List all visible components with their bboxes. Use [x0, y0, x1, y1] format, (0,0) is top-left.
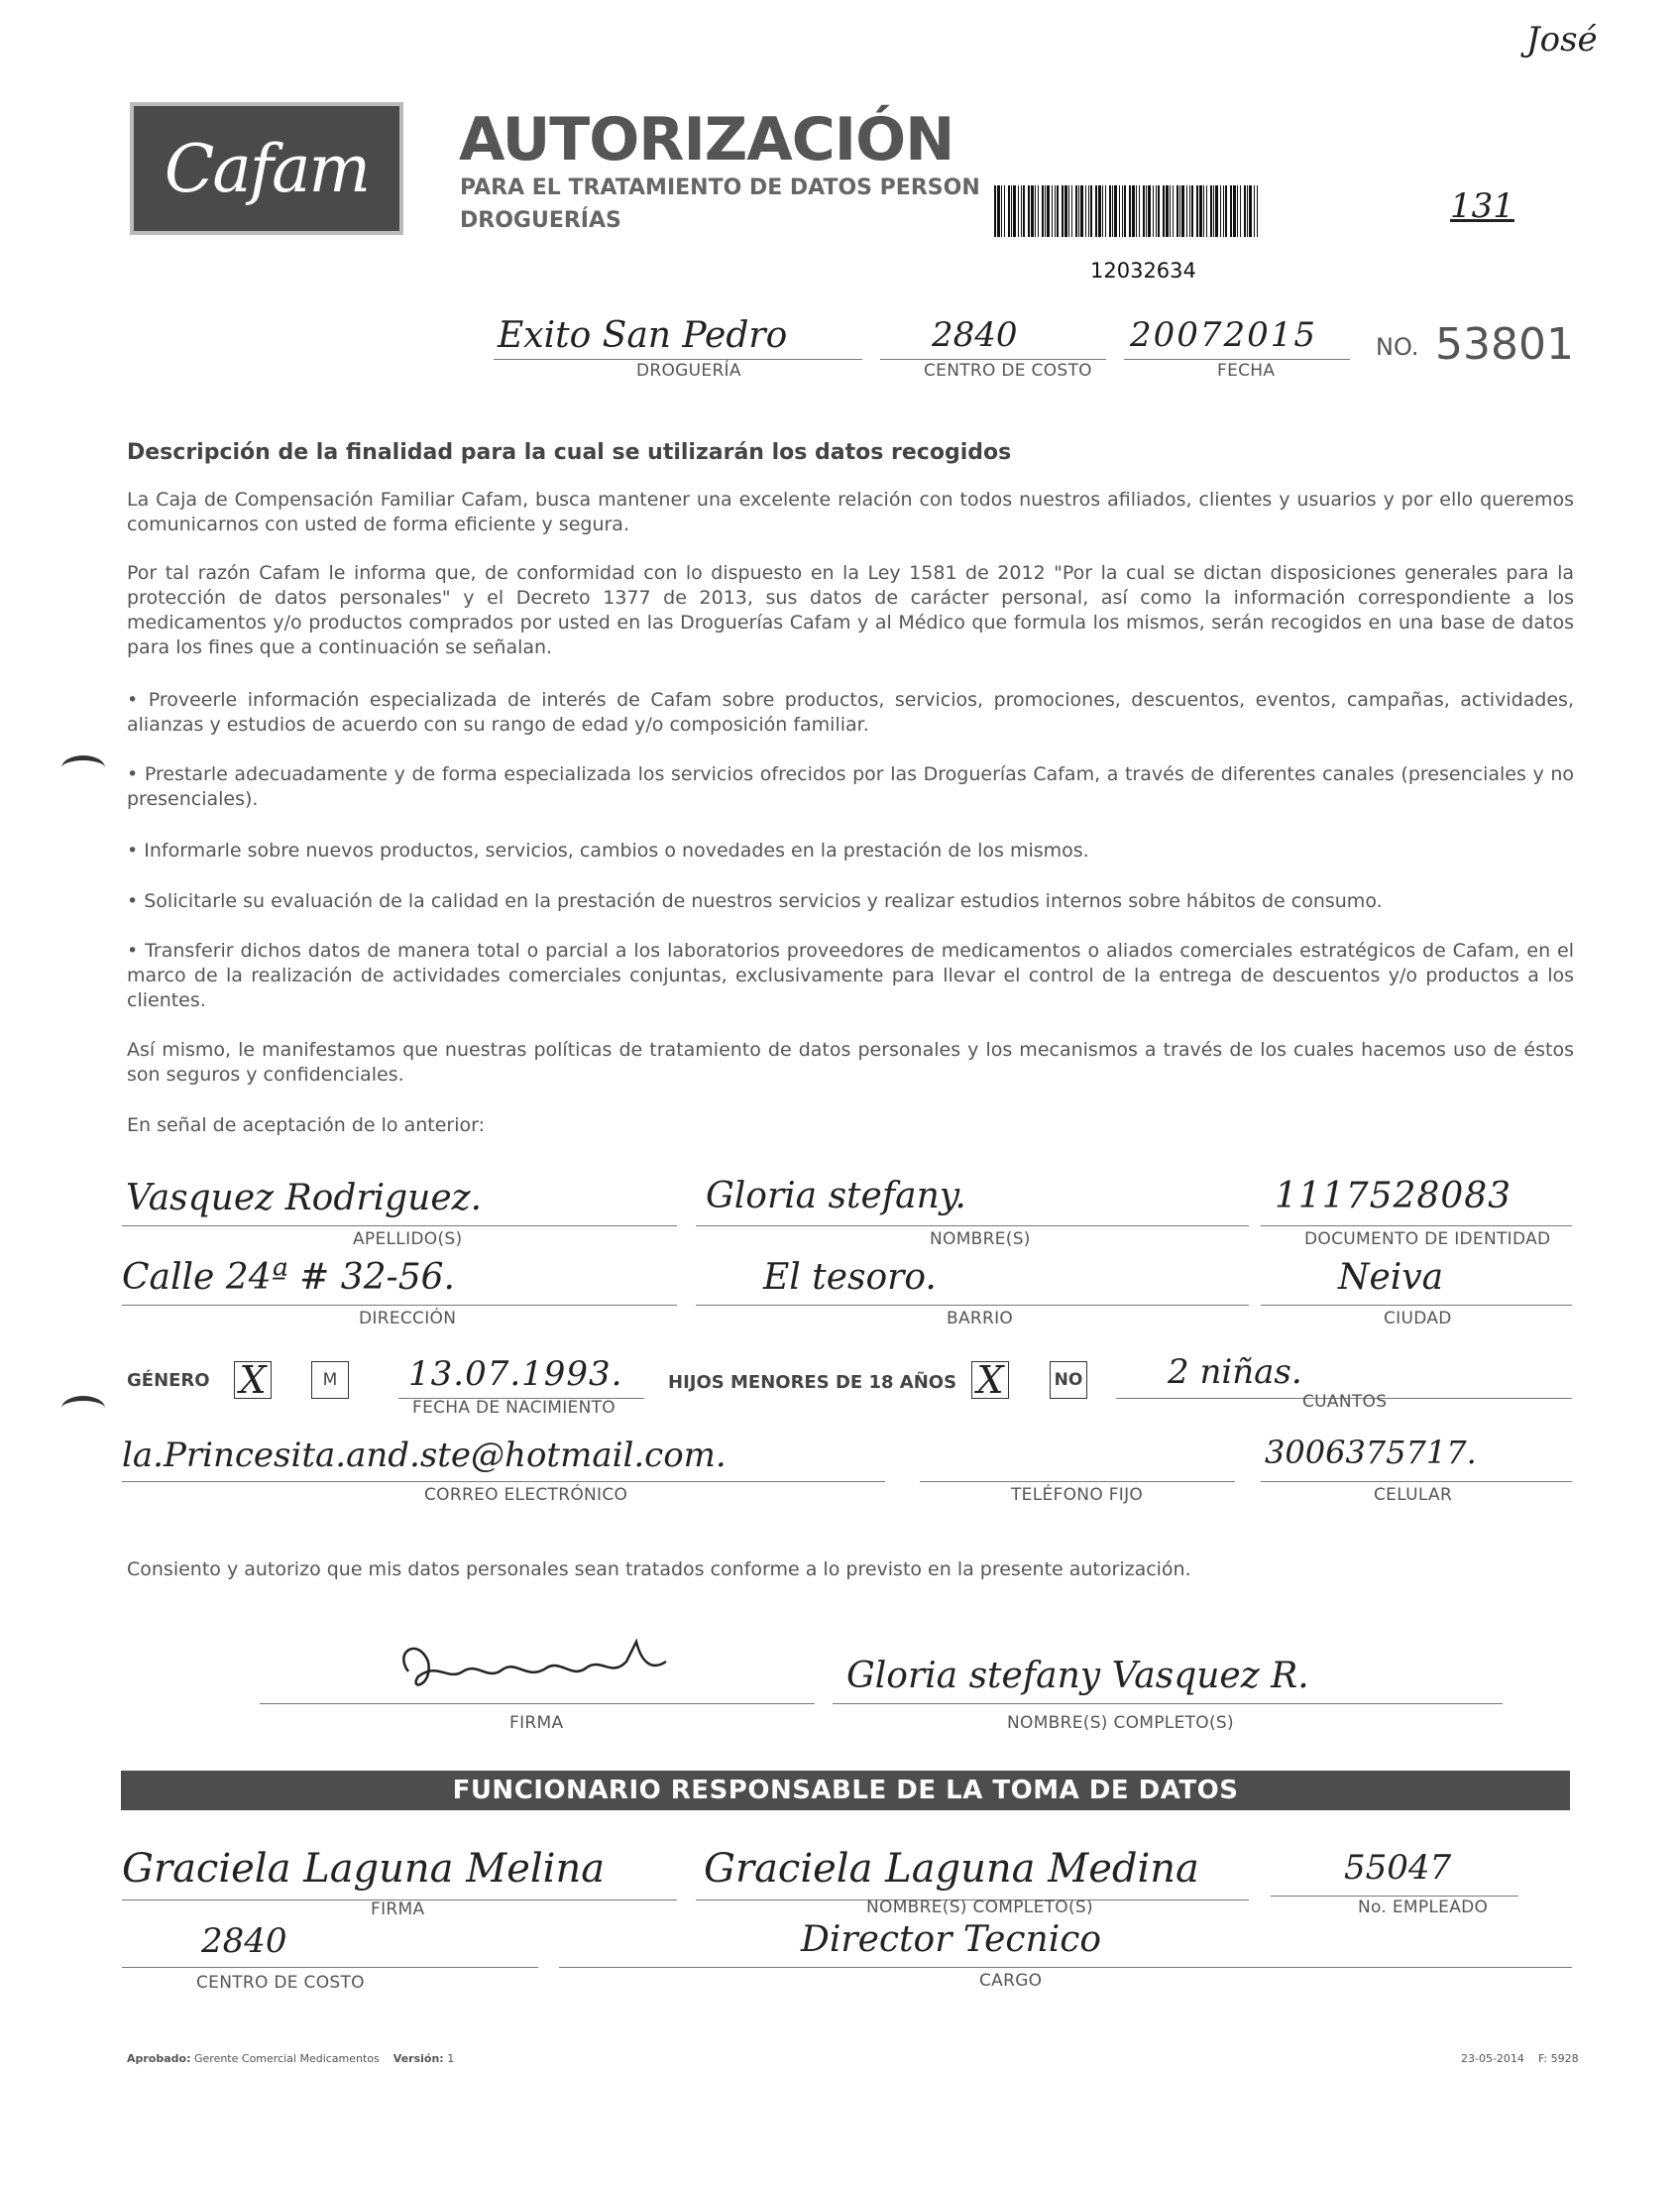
barcode-bar [1257, 185, 1258, 237]
hijos-label: HIJOS MENORES DE 18 AÑOS [668, 1372, 957, 1393]
barcode-bar [1098, 185, 1101, 237]
barcode-bar [1013, 185, 1016, 237]
hijos-si-mark: X [976, 1358, 1004, 1402]
customer-nombre-label: NOMBRE(S) COMPLETO(S) [1007, 1713, 1234, 1733]
barcode-bar [1088, 185, 1089, 237]
hijos-no-checkbox[interactable] [1050, 1361, 1087, 1399]
barcode-bar [1023, 185, 1025, 237]
barcode-bar [1148, 185, 1151, 237]
genero-m-checkbox[interactable] [311, 1361, 349, 1399]
fecha-nacimiento-value: 13.07.1993. [408, 1354, 623, 1394]
barcode-bar [1153, 185, 1154, 237]
footer-date-code: 23-05-2014 [1461, 2052, 1524, 2065]
barcode-bar [1249, 185, 1252, 237]
paragraph-intro: La Caja de Compensación Familiar Cafam, busca mantener una excelente relación con todos nuestros afiliados, clientes y usuarios y por ello queremos comunicarnos con usted de forma eficiente y segura. [127, 489, 1574, 535]
hijos-no-label: NO [1054, 1370, 1083, 1390]
paragraph-acceptance: En señal de aceptación de lo anterior: [127, 1114, 485, 1136]
documento-field[interactable] [1261, 1176, 1572, 1226]
barcode-bar [1181, 185, 1184, 237]
barcode-bar [1247, 185, 1248, 237]
officer-centro-costo-label: CENTRO DE COSTO [196, 1973, 365, 1993]
officer-firma-field[interactable] [122, 1846, 677, 1900]
barcode-bar [1102, 185, 1103, 237]
customer-firma-label: FIRMA [509, 1713, 564, 1733]
section-heading: Descripción de la finalidad para la cual se utilizarán los datos recogidos [127, 440, 1012, 465]
barcode-bar [1254, 185, 1255, 237]
barcode-bar [1064, 185, 1067, 237]
barcode-bar [1233, 185, 1236, 237]
ciudad-value: Neiva [1338, 1257, 1444, 1298]
drogueria-label: DROGUERÍA [636, 361, 741, 381]
barcode-bar [1095, 185, 1097, 237]
barcode-bar [1166, 185, 1169, 237]
cuantos-value: 2 niñas. [1168, 1352, 1302, 1392]
bullet-4: • Solicitarle su evaluación de la calidad en la prestación de nuestros servicios y realizar estudios internos sobre hábitos de consumo. [127, 890, 1383, 912]
footer-form-code: F: 5928 [1537, 2052, 1579, 2065]
barcode-bar [1206, 185, 1207, 237]
officer-cargo-value: Director Tecnico [801, 1919, 1102, 1960]
barcode-bar [1078, 185, 1079, 237]
officer-cargo-field[interactable] [559, 1919, 1572, 1968]
barcode-bar [1112, 185, 1113, 237]
direccion-label: DIRECCIÓN [359, 1309, 457, 1328]
barcode-image [994, 185, 1260, 237]
customer-nombre-field[interactable] [833, 1656, 1503, 1704]
barcode-bar [1215, 185, 1218, 237]
fecha-nacimiento-label: FECHA DE NACIMIENTO [412, 1398, 616, 1418]
logo-text: Cafam [164, 130, 370, 207]
officer-cargo-label: CARGO [979, 1971, 1043, 1991]
officer-empleado-label: No. EMPLEADO [1358, 1898, 1489, 1917]
ciudad-label: CIUDAD [1384, 1309, 1452, 1328]
centro-costo-field[interactable] [880, 315, 1106, 360]
barcode-bar [1176, 185, 1178, 237]
barcode-bar [1191, 185, 1193, 237]
barcode-bar [1225, 185, 1227, 237]
barcode-bar [1132, 185, 1135, 237]
footer-approval [127, 2052, 454, 2065]
barcode-bar [997, 185, 1000, 237]
barcode-bar [1011, 185, 1012, 237]
version-value: 1 [447, 2052, 455, 2065]
barcode-bar [1203, 185, 1204, 237]
barcode-bar [1240, 185, 1241, 237]
barcode-bar [1008, 185, 1010, 237]
form-number: 53801 [1435, 319, 1574, 370]
handwritten-number: 131 [1450, 186, 1514, 226]
footer-codes [1461, 2052, 1579, 2065]
barcode-bar [1045, 185, 1046, 237]
page-subtitle-2: DROGUERÍAS [460, 208, 621, 233]
barcode-bar [1230, 185, 1232, 237]
barcode-bar [1001, 185, 1002, 237]
drogueria-field[interactable] [494, 315, 862, 360]
barcode-bar [1199, 185, 1202, 237]
aprobado-value: Gerente Comercial Medicamentos [194, 2052, 380, 2065]
barcode-bar [1143, 185, 1145, 237]
apellidos-field[interactable] [122, 1178, 677, 1226]
barcode-bar [1062, 185, 1064, 237]
cuantos-label: CUANTOS [1302, 1392, 1388, 1412]
officer-empleado-field[interactable] [1271, 1848, 1518, 1897]
telefono-fijo-field[interactable] [920, 1439, 1235, 1482]
documento-label: DOCUMENTO DE IDENTIDAD [1304, 1229, 1551, 1249]
barcode-bar [1170, 185, 1171, 237]
drogueria-value: Exito San Pedro [498, 315, 788, 356]
officer-firma-value: Graciela Laguna Melina [122, 1846, 606, 1892]
genero-label: GÉNERO [127, 1370, 210, 1391]
fecha-label: FECHA [1217, 361, 1276, 381]
barcode-bar [1105, 185, 1106, 237]
barcode-bar [1047, 185, 1050, 237]
documento-value: 1117528083 [1275, 1176, 1512, 1216]
barcode-bar [1146, 185, 1147, 237]
barcode-bar [1129, 185, 1131, 237]
centro-costo-label: CENTRO DE COSTO [924, 361, 1092, 381]
nombres-field[interactable] [696, 1176, 1249, 1226]
barcode-bar [1052, 185, 1053, 237]
barcode-bar [1179, 185, 1180, 237]
page-title: AUTORIZACIÓN [459, 105, 954, 174]
apellidos-value: Vasquez Rodriguez. [126, 1178, 483, 1218]
barcode-bar [1213, 185, 1214, 237]
barcode-bar [1085, 185, 1086, 237]
no-label: NO. [1376, 333, 1419, 361]
barrio-field[interactable] [696, 1257, 1249, 1306]
page-subtitle: PARA EL TRATAMIENTO DE DATOS PERSON [460, 175, 980, 200]
barcode-bar [1042, 185, 1044, 237]
barcode-bar [1223, 185, 1224, 237]
telefono-fijo-label: TELÉFONO FIJO [1011, 1485, 1144, 1505]
nombres-label: NOMBRE(S) [930, 1229, 1031, 1249]
barcode-bar [1186, 185, 1187, 237]
barcode-bar [1196, 185, 1198, 237]
barcode-bar [1071, 185, 1072, 237]
officer-nombre-value: Graciela Laguna Medina [704, 1846, 1199, 1892]
barcode-bar [1210, 185, 1212, 237]
officer-empleado-value: 55047 [1344, 1848, 1452, 1888]
barcode-bar [1158, 185, 1160, 237]
correo-value: la.Princesita.and.ste@hotmail.com. [122, 1436, 727, 1475]
direccion-field[interactable] [122, 1257, 677, 1306]
barcode-bar [1004, 185, 1005, 237]
version-label: Versión: [392, 2052, 444, 2065]
barcode-bar [1028, 185, 1030, 237]
bullet-2: • Prestarle adecuadamente y de forma especializada los servicios ofrecidos por las Droguerías Cafam, a través de diferentes canales (presenciales y no presenciales). [127, 763, 1574, 810]
barcode-bar [1080, 185, 1083, 237]
punch-hole-mark [61, 755, 105, 780]
punch-hole-mark [61, 1396, 105, 1421]
correo-field[interactable] [122, 1436, 885, 1482]
officer-nombre-label: NOMBRE(S) COMPLETO(S) [866, 1898, 1093, 1917]
barcode-bar [1038, 185, 1039, 237]
hijos-si-checkbox[interactable] [971, 1358, 1009, 1402]
barrio-label: BARRIO [947, 1309, 1014, 1328]
barcode-bar [1114, 185, 1117, 237]
bullet-5: • Transferir dichos datos de manera total o parcial a los laboratorios proveedores de medicamentos o aliados comerciales estratégicos de Cafam, en el marco de la realización de actividades comerciales conjuntas, exclusivamente para llevar el control de la entrega de descuentos y/o productos a los clientes. [127, 940, 1574, 1011]
genero-m-label: M [322, 1370, 338, 1390]
barcode-bar [1189, 185, 1190, 237]
barcode-bar [1021, 185, 1022, 237]
barcode-number: 12032634 [1090, 259, 1196, 283]
handwritten-name: José [1526, 20, 1598, 59]
barcode-bar [1119, 185, 1120, 237]
barcode-bar [1075, 185, 1077, 237]
barcode-bar [1090, 185, 1092, 237]
barcode-bar [1136, 185, 1137, 237]
barcode-bar [1109, 185, 1111, 237]
barcode-bar [1031, 185, 1034, 237]
paragraph-law: Por tal razón Cafam le informa que, de conformidad con lo dispuesto en la Ley 1581 de 2012 "Por la cual se dictan disposiciones generales para la protección de datos personales" y el Decreto 1377 de 2013, sus datos de carácter personal, así como la información correspondiente a los medicamentos y/o productos comprados por usted en las Droguerías Cafam y al Médico que formula los mismos, serán recogidos en una base de datos para los fines que a continuación se señalan. [127, 562, 1574, 658]
correo-label: CORREO ELECTRÓNICO [424, 1485, 628, 1505]
aprobado-label: Aprobado: [127, 2052, 191, 2065]
barcode-bar [1139, 185, 1140, 237]
centro-costo-value: 2840 [932, 315, 1018, 355]
paragraph-policies: Así mismo, le manifestamos que nuestras políticas de tratamiento de datos personales y los mecanismos a través de los cuales hacemos uso de éstos son seguros y confidenciales. [127, 1039, 1574, 1086]
apellidos-label: APELLIDO(S) [353, 1229, 463, 1249]
genero-f-checkbox[interactable] [234, 1358, 272, 1402]
barcode-bar [1156, 185, 1157, 237]
customer-signature-field[interactable] [260, 1662, 815, 1704]
bullet-3: • Informarle sobre nuevos productos, servicios, cambios o novedades en la prestación de los mismos. [127, 840, 1089, 862]
bullet-1: • Proveerle información especializada de interés de Cafam sobre productos, servicios, promociones, descuentos, eventos, campañas, actividades, alianzas y estudios de acuerdo con su rango de edad y/o composición familiar. [127, 689, 1574, 736]
barcode-bar [1055, 185, 1056, 237]
customer-nombre-value: Gloria stefany Vasquez R. [846, 1656, 1309, 1696]
barcode-bar [1173, 185, 1174, 237]
barcode-bar [994, 185, 996, 237]
barcode-bar [1244, 185, 1246, 237]
officer-centro-costo-value: 2840 [201, 1921, 287, 1961]
genero-f-mark: X [239, 1358, 267, 1402]
consent-text: Consiento y autorizo que mis datos personales sean tratados conforme a lo previsto en la presente autorización. [127, 1558, 1191, 1580]
barcode-bar [1237, 185, 1238, 237]
barcode-bar [1068, 185, 1069, 237]
barcode-bar [1163, 185, 1165, 237]
customer-signature-image [389, 1632, 706, 1701]
cafam-logo [130, 102, 403, 235]
fecha-nacimiento-field[interactable] [398, 1354, 644, 1399]
officer-nombre-field[interactable] [696, 1846, 1249, 1900]
ciudad-field[interactable] [1261, 1257, 1572, 1306]
officer-firma-label: FIRMA [371, 1899, 425, 1919]
fecha-value: 20072015 [1130, 315, 1318, 355]
celular-value: 3006375717. [1265, 1434, 1477, 1471]
nombres-value: Gloria stefany. [706, 1176, 966, 1216]
barcode-bar [1122, 185, 1123, 237]
celular-label: CELULAR [1374, 1485, 1453, 1505]
celular-field[interactable] [1261, 1434, 1572, 1482]
barrio-value: El tesoro. [763, 1257, 937, 1298]
direccion-value: Calle 24ª # 32-56. [122, 1257, 455, 1298]
barcode-bar [1018, 185, 1019, 237]
officer-banner: FUNCIONARIO RESPONSABLE DE LA TOMA DE DATOS [121, 1771, 1570, 1810]
barcode-bar [1035, 185, 1036, 237]
officer-centro-costo-field[interactable] [122, 1921, 538, 1968]
barcode-bar [1057, 185, 1059, 237]
barcode-bar [1220, 185, 1221, 237]
fecha-field[interactable] [1124, 315, 1350, 360]
barcode-bar [1124, 185, 1126, 237]
